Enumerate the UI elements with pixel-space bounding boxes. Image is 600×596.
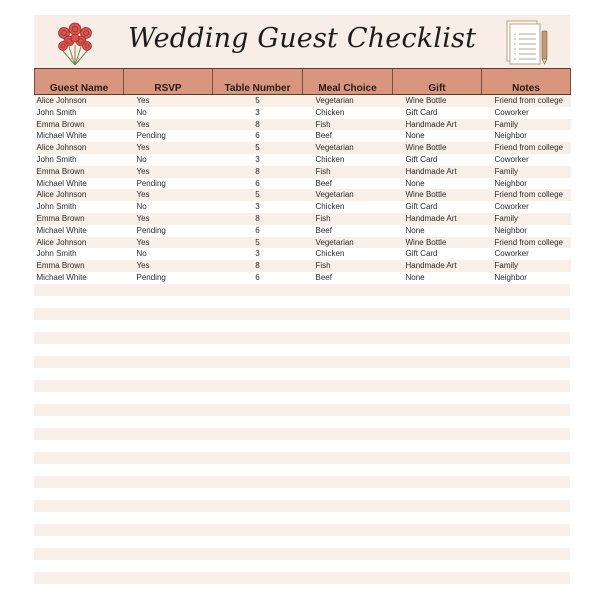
- column-header-notes[interactable]: Notes: [482, 69, 571, 95]
- empty-table-row[interactable]: [34, 296, 570, 308]
- empty-table-row[interactable]: [34, 452, 570, 464]
- guest-name-cell[interactable]: John Smith: [35, 107, 124, 119]
- table-number-cell[interactable]: 3: [213, 107, 303, 119]
- empty-table-row[interactable]: [34, 476, 570, 488]
- notes-cell[interactable]: Coworker: [482, 201, 571, 213]
- meal-choice-cell[interactable]: Fish: [303, 119, 393, 131]
- column-header-rsvp[interactable]: RSVP: [124, 69, 213, 95]
- table-number-cell[interactable]: 3: [213, 248, 303, 260]
- column-header-gift[interactable]: Gift: [393, 69, 482, 95]
- notes-cell[interactable]: Friend from college: [482, 142, 571, 154]
- notes-cell[interactable]: Friend from college: [482, 237, 571, 249]
- guest-name-cell[interactable]: Michael White: [35, 178, 124, 190]
- column-header-meal-choice[interactable]: Meal Choice: [303, 69, 393, 95]
- guest-name-cell[interactable]: Alice Johnson: [35, 142, 124, 154]
- notes-cell[interactable]: Family: [482, 260, 571, 272]
- gift-cell[interactable]: Wine Bottle: [393, 95, 482, 107]
- notes-cell[interactable]: Neighbor: [482, 130, 571, 142]
- notes-cell[interactable]: Friend from college: [482, 95, 571, 107]
- gift-cell[interactable]: Handmade Art: [393, 260, 482, 272]
- notes-cell[interactable]: Coworker: [482, 248, 571, 260]
- meal-choice-cell[interactable]: Vegetarian: [303, 189, 393, 201]
- rsvp-cell[interactable]: Yes: [124, 142, 213, 154]
- rsvp-cell[interactable]: Yes: [124, 119, 213, 131]
- empty-table-row[interactable]: [34, 572, 570, 584]
- rsvp-cell[interactable]: Pending: [124, 178, 213, 190]
- empty-table-row[interactable]: [34, 308, 570, 320]
- rsvp-cell[interactable]: Yes: [124, 237, 213, 249]
- rsvp-cell[interactable]: Yes: [124, 213, 213, 225]
- empty-table-row[interactable]: [34, 416, 570, 428]
- table-row: [35, 260, 571, 272]
- rsvp-cell[interactable]: Yes: [124, 260, 213, 272]
- table-number-cell[interactable]: 3: [213, 201, 303, 213]
- table-row: [35, 130, 571, 142]
- empty-rows: [34, 284, 570, 596]
- meal-choice-cell[interactable]: Fish: [303, 213, 393, 225]
- meal-choice-cell[interactable]: Chicken: [303, 201, 393, 213]
- meal-choice-cell[interactable]: Chicken: [303, 154, 393, 166]
- gift-cell[interactable]: Gift Card: [393, 107, 482, 119]
- column-header-table-number[interactable]: Table Number: [213, 69, 303, 95]
- notes-cell[interactable]: Friend from college: [482, 189, 571, 201]
- guest-table: [34, 68, 571, 284]
- meal-choice-cell[interactable]: Chicken: [303, 248, 393, 260]
- notes-cell[interactable]: Coworker: [482, 154, 571, 166]
- table-number-cell[interactable]: 6: [213, 272, 303, 284]
- rsvp-cell[interactable]: Pending: [124, 225, 213, 237]
- table-row: [35, 248, 571, 260]
- guest-name-cell[interactable]: Emma Brown: [35, 260, 124, 272]
- empty-table-row[interactable]: [34, 560, 570, 572]
- guest-name-cell[interactable]: Alice Johnson: [35, 95, 124, 107]
- empty-table-row[interactable]: [34, 488, 570, 500]
- table-row: [35, 95, 571, 107]
- meal-choice-cell[interactable]: Fish: [303, 260, 393, 272]
- meal-choice-cell[interactable]: Beef: [303, 130, 393, 142]
- gift-cell[interactable]: Gift Card: [393, 201, 482, 213]
- rsvp-cell[interactable]: No: [124, 248, 213, 260]
- empty-table-row[interactable]: [34, 356, 570, 368]
- rsvp-cell[interactable]: Yes: [124, 166, 213, 178]
- guest-name-cell[interactable]: Michael White: [35, 130, 124, 142]
- table-row: [35, 154, 571, 166]
- empty-table-row[interactable]: [34, 428, 570, 440]
- gift-cell[interactable]: Gift Card: [393, 154, 482, 166]
- table-row: [35, 166, 571, 178]
- notes-cell[interactable]: Neighbor: [482, 225, 571, 237]
- table-row: [35, 178, 571, 190]
- empty-table-row[interactable]: [34, 380, 570, 392]
- table-row: [35, 225, 571, 237]
- empty-table-row[interactable]: [34, 320, 570, 332]
- empty-table-row[interactable]: [34, 404, 570, 416]
- empty-table-row[interactable]: [34, 512, 570, 524]
- guest-name-cell[interactable]: Alice Johnson: [35, 237, 124, 249]
- notes-cell[interactable]: Family: [482, 119, 571, 131]
- table-number-cell[interactable]: 5: [213, 237, 303, 249]
- gift-cell[interactable]: None: [393, 130, 482, 142]
- table-number-cell[interactable]: 8: [213, 260, 303, 272]
- table-number-cell[interactable]: 3: [213, 154, 303, 166]
- guest-checklist-sheet: [34, 15, 570, 596]
- table-number-cell[interactable]: 8: [213, 166, 303, 178]
- table-row: [35, 213, 571, 225]
- guest-name-cell[interactable]: John Smith: [35, 154, 124, 166]
- gift-cell[interactable]: Handmade Art: [393, 213, 482, 225]
- gift-cell[interactable]: None: [393, 272, 482, 284]
- meal-choice-cell[interactable]: Vegetarian: [303, 237, 393, 249]
- meal-choice-cell[interactable]: Beef: [303, 178, 393, 190]
- guest-name-cell[interactable]: John Smith: [35, 248, 124, 260]
- gift-cell[interactable]: Wine Bottle: [393, 237, 482, 249]
- notes-cell[interactable]: Neighbor: [482, 272, 571, 284]
- empty-table-row[interactable]: [34, 536, 570, 548]
- meal-choice-cell[interactable]: Beef: [303, 272, 393, 284]
- meal-choice-cell[interactable]: Fish: [303, 166, 393, 178]
- empty-table-row[interactable]: [34, 464, 570, 476]
- empty-table-row[interactable]: [34, 524, 570, 536]
- meal-choice-cell[interactable]: Beef: [303, 225, 393, 237]
- table-number-cell[interactable]: 6: [213, 130, 303, 142]
- rsvp-cell[interactable]: Yes: [124, 189, 213, 201]
- empty-table-row[interactable]: [34, 344, 570, 356]
- empty-table-row[interactable]: [34, 332, 570, 344]
- table-row: [35, 272, 571, 284]
- gift-cell[interactable]: Wine Bottle: [393, 189, 482, 201]
- table-row: [35, 119, 571, 131]
- rsvp-cell[interactable]: Yes: [124, 95, 213, 107]
- table-number-cell[interactable]: 5: [213, 189, 303, 201]
- table-row: [35, 107, 571, 119]
- rsvp-cell[interactable]: No: [124, 107, 213, 119]
- gift-cell[interactable]: None: [393, 178, 482, 190]
- notes-cell[interactable]: Family: [482, 166, 571, 178]
- empty-table-row[interactable]: [34, 392, 570, 404]
- rsvp-cell[interactable]: No: [124, 154, 213, 166]
- rsvp-cell[interactable]: Pending: [124, 130, 213, 142]
- gift-cell[interactable]: Gift Card: [393, 248, 482, 260]
- meal-choice-cell[interactable]: Chicken: [303, 107, 393, 119]
- gift-cell[interactable]: Handmade Art: [393, 166, 482, 178]
- title-banner: [34, 15, 570, 68]
- guest-name-cell[interactable]: John Smith: [35, 201, 124, 213]
- rsvp-cell[interactable]: Pending: [124, 272, 213, 284]
- table-number-cell[interactable]: 5: [213, 95, 303, 107]
- table-header-row: [35, 69, 571, 95]
- rsvp-cell[interactable]: No: [124, 201, 213, 213]
- clipboard-checklist-icon: [502, 18, 552, 66]
- guest-name-cell[interactable]: Emma Brown: [35, 119, 124, 131]
- table-number-cell[interactable]: 8: [213, 213, 303, 225]
- table-row: [35, 142, 571, 154]
- empty-table-row[interactable]: [34, 440, 570, 452]
- gift-cell[interactable]: Wine Bottle: [393, 142, 482, 154]
- table-row: [35, 189, 571, 201]
- empty-table-row[interactable]: [34, 284, 570, 296]
- guest-name-cell[interactable]: Emma Brown: [35, 213, 124, 225]
- gift-cell[interactable]: None: [393, 225, 482, 237]
- table-number-cell[interactable]: 6: [213, 178, 303, 190]
- column-header-guest-name[interactable]: Guest Name: [35, 69, 124, 95]
- table-row: [35, 201, 571, 213]
- empty-table-row[interactable]: [34, 368, 570, 380]
- guest-name-cell[interactable]: Michael White: [35, 272, 124, 284]
- meal-choice-cell[interactable]: Vegetarian: [303, 95, 393, 107]
- guest-name-cell[interactable]: Michael White: [35, 225, 124, 237]
- table-row: [35, 237, 571, 249]
- page-title: Wedding Guest Checklist: [127, 23, 477, 54]
- guest-name-cell[interactable]: Emma Brown: [35, 166, 124, 178]
- guest-name-cell[interactable]: Alice Johnson: [35, 189, 124, 201]
- table-number-cell[interactable]: 6: [213, 225, 303, 237]
- empty-table-row[interactable]: [34, 584, 570, 596]
- notes-cell[interactable]: Coworker: [482, 107, 571, 119]
- table-number-cell[interactable]: 5: [213, 142, 303, 154]
- gift-cell[interactable]: Handmade Art: [393, 119, 482, 131]
- notes-cell[interactable]: Neighbor: [482, 178, 571, 190]
- notes-cell[interactable]: Family: [482, 213, 571, 225]
- table-number-cell[interactable]: 8: [213, 119, 303, 131]
- empty-table-row[interactable]: [34, 500, 570, 512]
- meal-choice-cell[interactable]: Vegetarian: [303, 142, 393, 154]
- empty-table-row[interactable]: [34, 548, 570, 560]
